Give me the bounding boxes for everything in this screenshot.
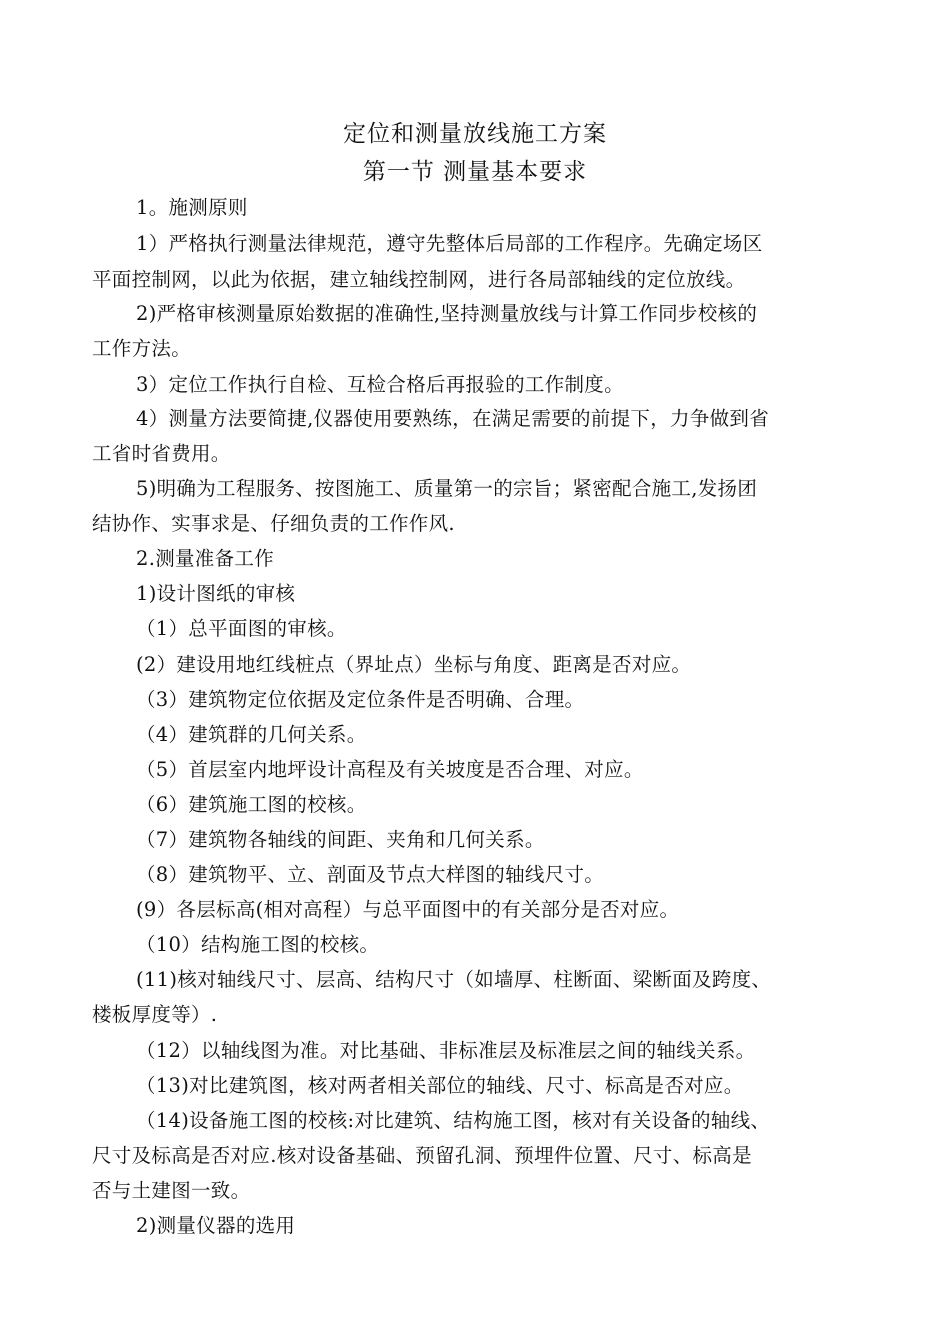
paragraph-line: 1）严格执行测量法律规范，遵守先整体后局部的工作程序。先确定场区 (136, 232, 763, 255)
paragraph-line: 工作方法。 (92, 337, 192, 360)
list-item: （13)对比建筑图，核对两者相关部位的轴线、尺寸、标高是否对应。 (136, 1074, 744, 1097)
subheading-instrument-selection: 2)测量仪器的选用 (136, 1214, 296, 1237)
list-item: （4）建筑群的几何关系。 (136, 723, 367, 746)
list-item: （12）以轴线图为准。对比基础、非标准层及标准层之间的轴线关系。 (136, 1039, 756, 1062)
list-item: （3）建筑物定位依据及定位条件是否明确、合理。 (136, 688, 585, 711)
list-item-continuation: 尺寸及标高是否对应.核对设备基础、预留孔洞、预埋件位置、尺寸、标高是 (92, 1144, 752, 1167)
paragraph-line: 2)严格审核测量原始数据的准确性,坚持测量放线与计算工作同步校核的 (136, 302, 758, 325)
list-item: (9）各层标高(相对高程）与总平面图中的有关部分是否对应。 (136, 898, 680, 921)
list-item: （8）建筑物平、立、剖面及节点大样图的轴线尺寸。 (136, 863, 605, 886)
list-item: （5）首层室内地坪设计高程及有关坡度是否合理、对应。 (136, 758, 644, 781)
paragraph-line: 4）测量方法要简捷,仪器使用要熟练，在满足需要的前提下，力争做到省 (136, 407, 770, 430)
list-item: (2）建设用地红线桩点（界址点）坐标与角度、距离是否对应。 (136, 653, 692, 676)
list-item: （14)设备施工图的校核:对比建筑、结构施工图，核对有关设备的轴线、 (136, 1109, 771, 1132)
paragraph-line: 平面控制网，以此为依据，建立轴线控制网，进行各局部轴线的定位放线。 (92, 268, 746, 291)
section-heading: 第一节 测量基本要求 (362, 159, 588, 185)
paragraph-line: 5)明确为工程服务、按图施工、质量第一的宗旨；紧密配合施工,发扬团 (136, 477, 758, 500)
list-item: （1）总平面图的审核。 (136, 617, 347, 640)
paragraph-line: 结协作、实事求是、仔细负责的工作作风. (92, 512, 455, 535)
list-item-continuation: 否与土建图一致。 (92, 1179, 251, 1202)
list-item: （10）结构施工图的校核。 (136, 933, 380, 956)
document-title: 定位和测量放线施工方案 (343, 121, 607, 147)
list-item: （6）建筑施工图的校核。 (136, 793, 367, 816)
paragraph-heading-preparation: 2.测量准备工作 (136, 547, 275, 570)
subheading-drawing-review: 1)设计图纸的审核 (136, 582, 296, 605)
paragraph-line: 3）定位工作执行自检、互检合格后再报验的工作制度。 (136, 373, 624, 396)
list-item: （7）建筑物各轴线的间距、夹角和几何关系。 (136, 828, 545, 851)
list-item: (11)核对轴线尺寸、层高、结构尺寸（如墙厚、柱断面、梁断面及跨度、 (136, 968, 772, 991)
list-item-continuation: 楼板厚度等）. (92, 1003, 218, 1026)
paragraph-line: 工省时省费用。 (92, 442, 231, 465)
paragraph-heading-principles: 1。施测原则 (136, 196, 248, 219)
